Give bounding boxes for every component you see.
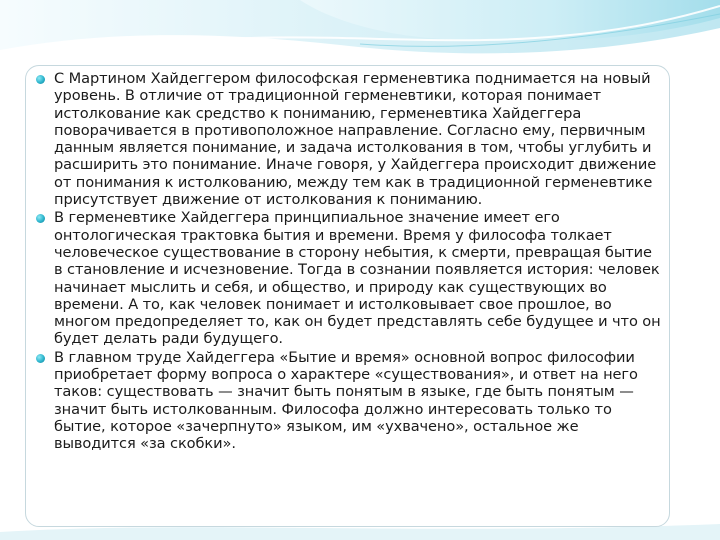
bullet-text: С Мартином Хайдеггером философская герменевтика поднимается на новый уровень. В отличие от традиционной герменевтики, которая понимает истолкование как средство к пониманию, герменевтика Хайдеггера поворачивается в противоположное направление. Согласно ему, первичным данным является понимание, и задача истолкования в том, чтобы углубить и расширить это понимание. Иначе говоря, у Хайдеггера происходит движение от понимания к истолкованию, между тем как в традиционной герменевтике присутствует движение от истолкования к пониманию. (54, 70, 657, 209)
bullet-dot-icon (36, 75, 45, 84)
bullet-item (54, 209, 661, 347)
bullet-item (54, 70, 661, 208)
bullet-dot-icon (36, 354, 45, 363)
bullet-text: В герменевтике Хайдеггера принципиальное значение имеет его онтологическая трактовка бытия и времени. Время у философа толкает человеческое существование в сторону небытия, к смерти, превращая бытие в становление и исчезновение. Тогда в сознании появляется история: человек начинает мыслить и себя, и общество, и природу как существующих во времени. А то, как человек понимает и истолковывает свое прошлое, во многом предопределяет то, как он будет представлять себе будущее и что он будет делать ради будущего. (54, 209, 661, 348)
bullet-item (54, 349, 661, 453)
bullet-dot-icon (36, 214, 45, 223)
bullet-text: В главном труде Хайдеггера «Бытие и время» основной вопрос философии приобретает форму вопроса о характере «существования», и ответ на него таков: существовать — значит быть понятым в языке, где быть понятым — значит быть истолкованным. Философа должно интересовать только то бытие, которое «зачерпнуто» языком, им «ухвачено», остальное же выводится «за скобки». (54, 348, 638, 453)
content-box (25, 65, 670, 527)
bullet-list (26, 66, 669, 453)
